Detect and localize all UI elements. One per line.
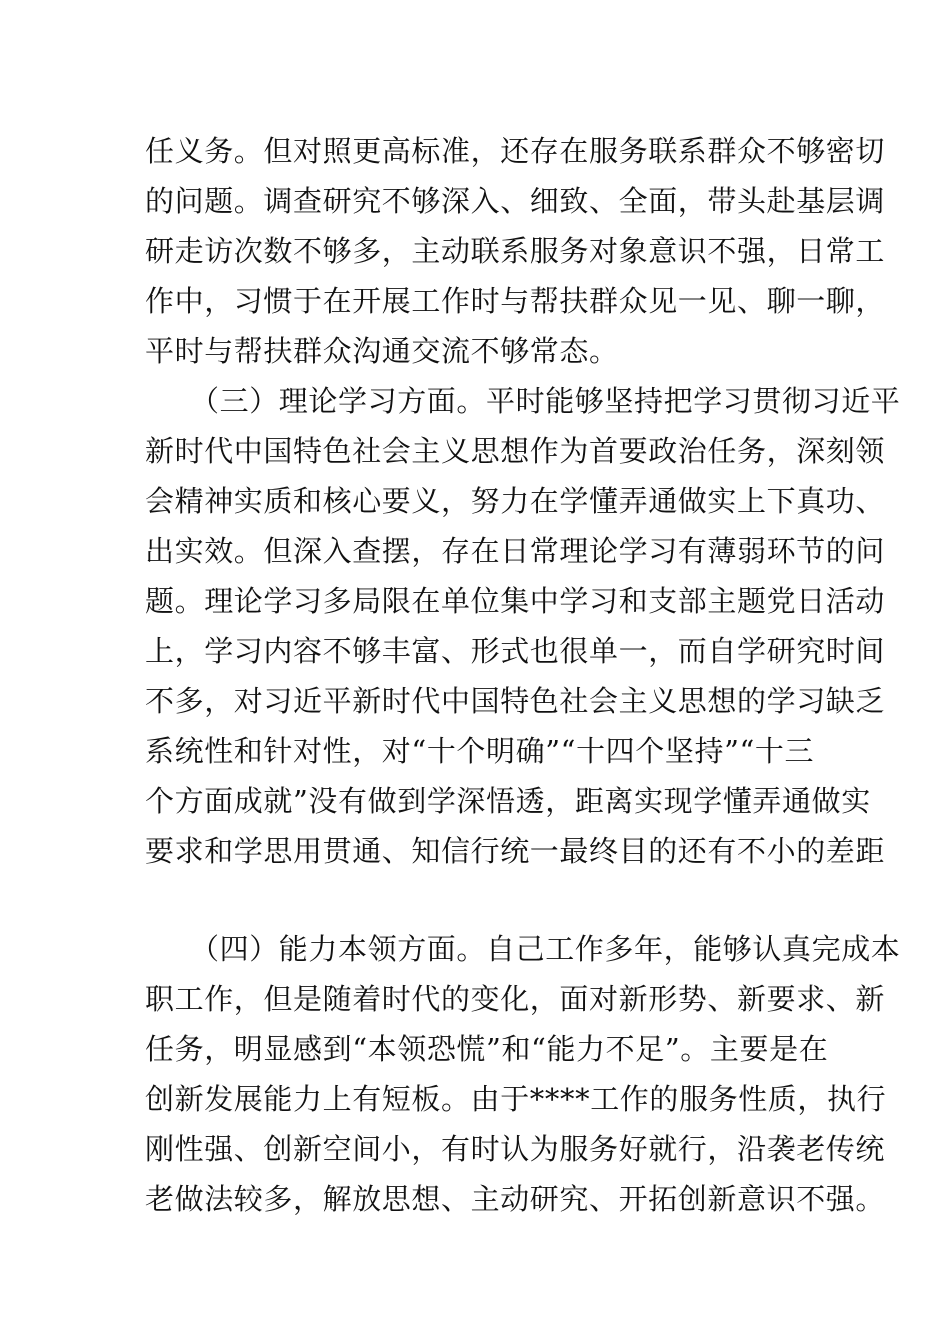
- text-line-1: 任义务。但对照更高标准，还存在服务联系群众不够密切: [145, 134, 886, 168]
- text-line-18: 任务，明显感到“本领恐慌”和“能力不足”。主要是在: [145, 1032, 829, 1066]
- text-line-17: 职工作，但是随着时代的变化，面对新形势、新要求、新: [145, 982, 886, 1016]
- text-line-5: 平时与帮扶群众沟通交流不够常态。: [145, 334, 619, 368]
- text-line-13: 系统性和针对性，对“十个明确”“十四个坚持”“十三: [145, 734, 815, 768]
- text-line-19: 创新发展能力上有短板。由于****工作的服务性质，执行: [145, 1082, 887, 1116]
- text-line-8: 会精神实质和核心要义，努力在学懂弄通做实上下真功、: [145, 484, 886, 518]
- text-line-2: 的问题。调查研究不够深入、细致、全面，带头赴基层调: [145, 184, 886, 218]
- text-line-14: 个方面成就”没有做到学深悟透，距离实现学懂弄通做实: [145, 784, 871, 818]
- text-line-20: 刚性强、创新空间小，有时认为服务好就行，沿袭老传统: [145, 1132, 886, 1166]
- section-3-heading-line: （三）理论学习方面。平时能够坚持把学习贯彻习近平: [190, 384, 901, 418]
- text-line-21: 老做法较多，解放思想、主动研究、开拓创新意识不强。: [145, 1182, 886, 1216]
- text-line-10: 题。理论学习多局限在单位集中学习和支部主题党日活动: [145, 584, 886, 618]
- text-line-12: 不多，对习近平新时代中国特色社会主义思想的学习缺乏: [145, 684, 886, 718]
- text-line-11: 上，学习内容不够丰富、形式也很单一，而自学研究时间: [145, 634, 886, 668]
- text-line-7: 新时代中国特色社会主义思想作为首要政治任务，深刻领: [145, 434, 886, 468]
- text-line-9: 出实效。但深入查摆，存在日常理论学习有薄弱环节的问: [145, 534, 886, 568]
- section-4-heading-line: （四）能力本领方面。自己工作多年，能够认真完成本: [190, 932, 901, 966]
- text-line-3: 研走访次数不够多，主动联系服务对象意识不强，日常工: [145, 234, 886, 268]
- text-line-4: 作中，习惯于在开展工作时与帮扶群众见一见、聊一聊，: [145, 284, 886, 318]
- text-line-15: 要求和学思用贯通、知信行统一最终目的还有不小的差距: [145, 834, 886, 868]
